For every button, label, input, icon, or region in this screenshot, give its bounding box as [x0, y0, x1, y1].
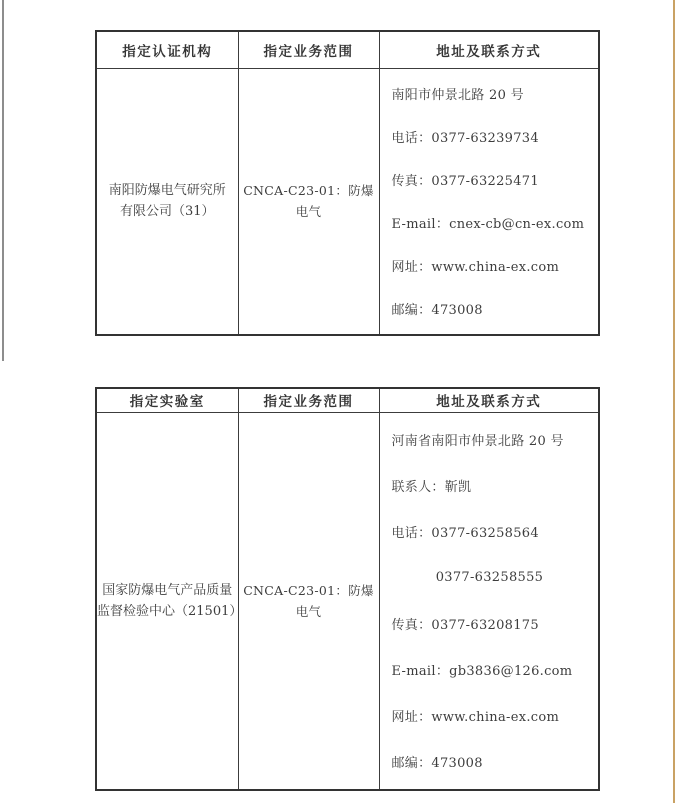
lab-scope-cell: CNCA-C23-01：防爆电气	[238, 412, 379, 790]
cert-contact-address: 南阳市仲景北路 20 号	[391, 88, 524, 104]
lab-contact-fax: 传真：0377-63208175	[391, 618, 539, 634]
cert-org-name-line1: 南阳防爆电气研究所	[108, 183, 226, 199]
cert-contact-postcode: 邮编：473008	[391, 303, 483, 319]
lab-table-row	[96, 412, 599, 790]
cert-scope-cell: CNCA-C23-01：防爆电气	[238, 68, 379, 335]
cert-contact-website: 网址：www.china-ex.com	[391, 260, 560, 276]
lab-table-header-contact: 地址及联系方式	[379, 388, 599, 412]
cert-contact-cell	[379, 68, 599, 335]
cert-org-name-line2: 有限公司（31）	[119, 204, 215, 220]
designated-laboratory-table	[95, 387, 600, 791]
cert-contact-fax: 传真：0377-63225471	[391, 174, 539, 190]
lab-table-header-scope: 指定业务范围	[238, 388, 379, 412]
cert-table-row	[96, 68, 599, 335]
lab-org-name-line1: 国家防爆电气产品质量	[102, 582, 233, 598]
cert-contact-email: E-mail：cnex-cb@cn-ex.com	[391, 217, 585, 233]
certification-body-table	[95, 30, 600, 336]
cert-contact-phone: 电话：0377-63239734	[391, 131, 539, 147]
lab-contact-phone-1: 电话：0377-63258564	[391, 526, 539, 542]
lab-contact-phone-2: 0377-63258555	[435, 570, 544, 586]
page-right-border-rule	[673, 0, 675, 803]
lab-contact-postcode: 邮编：473008	[391, 756, 483, 772]
cert-table-header-row	[96, 31, 599, 68]
cert-org-name-cell	[96, 68, 238, 335]
lab-org-name-cell	[96, 412, 243, 790]
lab-contact-cell	[379, 412, 599, 790]
lab-contact-person: 联系人：靳凯	[391, 480, 472, 496]
cert-table-header-institution: 指定认证机构	[96, 31, 238, 68]
cert-table-header-contact: 地址及联系方式	[379, 31, 599, 68]
lab-contact-address: 河南省南阳市仲景北路 20 号	[391, 434, 564, 450]
lab-contact-email: E-mail：gb3836@126.com	[391, 664, 573, 680]
lab-table-header-row	[96, 388, 599, 412]
lab-org-name-line2: 监督检验中心（21501）	[97, 603, 243, 619]
page-left-border-rule	[2, 0, 4, 361]
cert-table-header-scope: 指定业务范围	[238, 31, 379, 68]
lab-table-header-laboratory: 指定实验室	[96, 388, 238, 412]
lab-contact-website: 网址：www.china-ex.com	[391, 710, 560, 726]
